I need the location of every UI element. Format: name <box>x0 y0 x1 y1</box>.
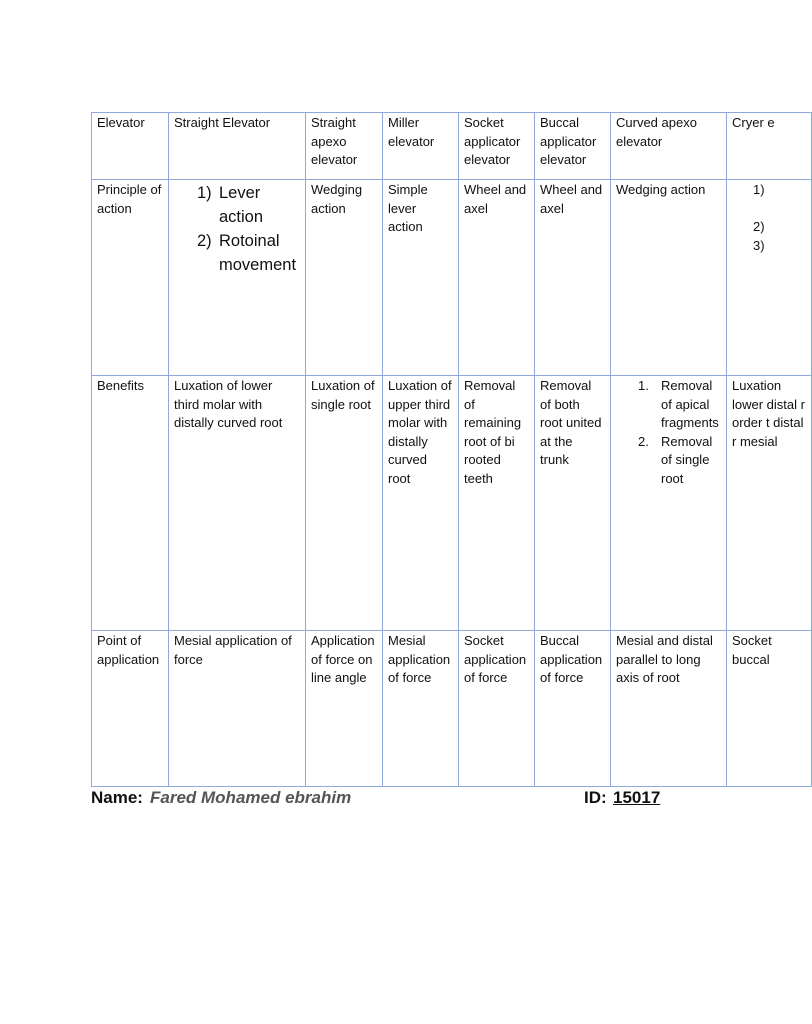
name-label: Name: <box>91 788 143 807</box>
table-cell: Wedging action <box>306 180 383 376</box>
table-cell: Principle of action <box>92 180 169 376</box>
table-cell: Socket applicator elevator <box>459 113 535 180</box>
student-footer <box>91 788 768 814</box>
list-number: 2. <box>638 433 649 449</box>
id-label: ID: <box>584 788 607 807</box>
table-row <box>92 180 812 376</box>
table-cell: Socket application of force <box>459 631 535 787</box>
table-cell: Point of application <box>92 631 169 787</box>
name-value: Fared Mohamed ebrahim <box>150 788 352 807</box>
table-cell: Cryer e <box>727 113 812 180</box>
table-cell: Straight apexo elevator <box>306 113 383 180</box>
numbered-list <box>732 181 806 255</box>
table-cell: Luxation of upper third molar with distally curved root <box>383 376 459 631</box>
table-cell: Miller elevator <box>383 113 459 180</box>
table-row <box>92 631 812 787</box>
table-cell <box>611 376 727 631</box>
table-cell: Curved apexo elevator <box>611 113 727 180</box>
list-number: 2) <box>753 219 765 235</box>
list-item-text: Rotoinal movement <box>219 232 297 274</box>
table-cell: Application of force on line angle <box>306 631 383 787</box>
id-value: 15017 <box>613 788 661 807</box>
list-number: 1) <box>197 184 212 202</box>
table-cell: Mesial application of force <box>169 631 306 787</box>
table-cell: Elevator <box>92 113 169 180</box>
elevator-comparison-table <box>91 112 812 787</box>
list-number: 3) <box>753 237 765 253</box>
table-cell: Benefits <box>92 376 169 631</box>
list-item <box>732 181 806 200</box>
list-item <box>616 377 721 433</box>
numbered-list <box>616 377 721 489</box>
list-item <box>732 218 806 237</box>
list-number: 1. <box>638 378 649 393</box>
table-cell <box>169 180 306 376</box>
table-cell: Luxation of lower third molar with distally curved root <box>169 376 306 631</box>
table-cell: Simple lever action <box>383 180 459 376</box>
table-cell: Removal of remaining root of bi rooted teeth <box>459 376 535 631</box>
list-item <box>174 181 300 229</box>
table-cell: Socket buccal <box>727 631 812 787</box>
table-cell: Straight Elevator <box>169 113 306 180</box>
table-header-row <box>92 113 812 180</box>
table-cell: Wheel and axel <box>459 180 535 376</box>
table-cell: Mesial application of force <box>383 631 459 787</box>
list-item <box>174 229 300 277</box>
list-item-text: Removal of apical fragments <box>661 378 719 431</box>
table-cell: Buccal applicator elevator <box>535 113 611 180</box>
table-cell: Mesial and distal parallel to long axis of root <box>611 631 727 787</box>
table-row <box>92 376 812 631</box>
table-cell: Luxation lower distal r order t distal r mesial <box>727 376 812 631</box>
list-item-text: Lever action <box>219 184 264 226</box>
list-item <box>616 433 721 489</box>
list-number: 1) <box>753 182 765 197</box>
list-number: 2) <box>197 232 212 250</box>
table-cell: Buccal application of force <box>535 631 611 787</box>
numbered-list <box>174 181 300 277</box>
table-cell: Wedging action <box>611 180 727 376</box>
table-cell: Removal of both root united at the trunk <box>535 376 611 631</box>
table-cell: Luxation of single root <box>306 376 383 631</box>
table-cell <box>727 180 812 376</box>
list-item-text: Removal of single root <box>661 433 713 486</box>
table-cell: Wheel and axel <box>535 180 611 376</box>
list-item <box>732 237 806 256</box>
